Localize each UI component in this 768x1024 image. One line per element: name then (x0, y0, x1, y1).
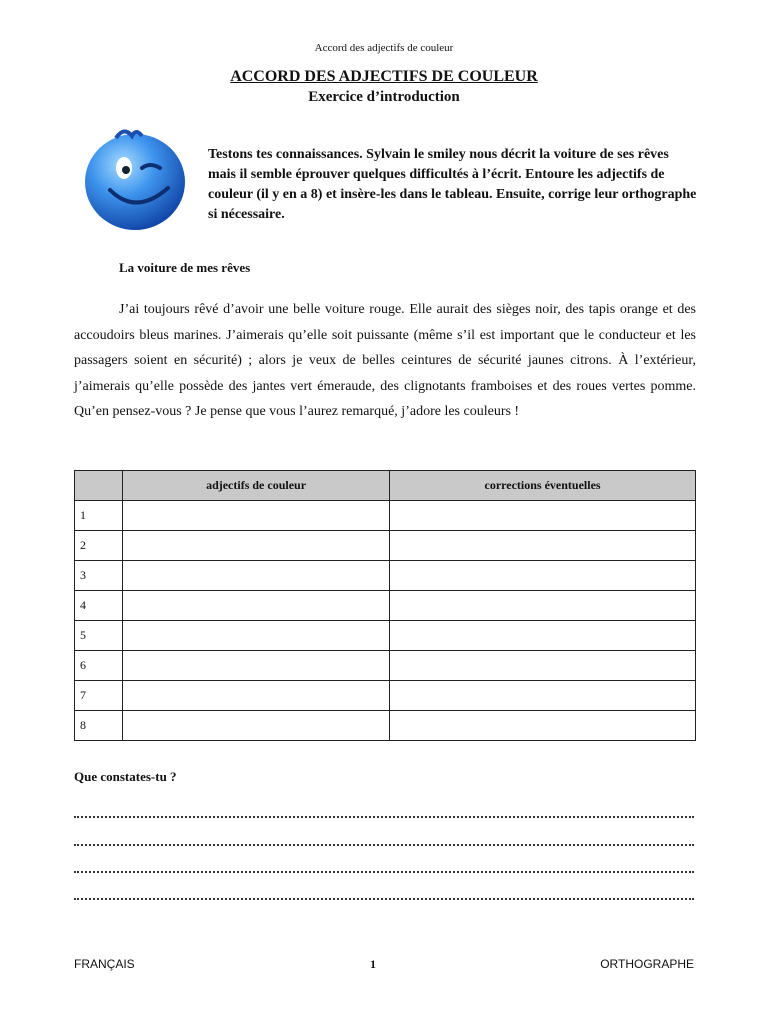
question-heading: Que constates-tu ? (74, 769, 177, 784)
running-head: Accord des adjectifs de couleur (314, 42, 454, 54)
correction-cell[interactable] (390, 531, 696, 561)
correction-cell[interactable] (390, 561, 696, 591)
table-row (75, 561, 696, 591)
table-header-adjectives: adjectifs de couleur (123, 471, 390, 501)
table-row (75, 591, 696, 621)
table-row (75, 711, 696, 741)
row-number: 1 (75, 501, 123, 531)
adjective-cell[interactable] (123, 501, 390, 531)
adjective-cell[interactable] (123, 711, 390, 741)
adjective-cell[interactable] (123, 621, 390, 651)
table-row (75, 621, 696, 651)
page-subtitle: Exercice d’introduction (308, 89, 460, 105)
table-header-corrections: corrections éventuelles (390, 471, 696, 501)
table-row (75, 651, 696, 681)
row-number: 6 (75, 651, 123, 681)
adjective-cell[interactable] (123, 591, 390, 621)
footer-page-number: 1 (370, 957, 376, 971)
story-text: J’ai toujours rêvé d’avoir une belle voiture rouge. Elle aurait des sièges noir, des tapis orange et des accoudoirs bleus marines. J’aimerais qu’elle soit puissante (même s’il est important que le conducteur et les passagers soient en sécurité) ; alors je veux de belles ceintures de sécurité jaunes citrons. À l’extérieur, j’aimerais qu’elle possède des jantes vert émeraude, des clignotants framboises et des roues vertes pomme. Qu’en pensez-vous ? Je pense que vous l’aurez remarqué, j’adore les couleurs ! (74, 302, 696, 419)
row-number: 8 (75, 711, 123, 741)
adjective-cell[interactable] (123, 681, 390, 711)
footer-subject: FRANÇAIS (74, 957, 135, 971)
row-number: 7 (75, 681, 123, 711)
footer-topic: ORTHOGRAPHE (600, 957, 694, 971)
story-title: La voiture de mes rêves (119, 260, 251, 275)
table-row (75, 531, 696, 561)
row-number: 5 (75, 621, 123, 651)
table-header-row (75, 471, 696, 501)
answer-line[interactable] (74, 898, 694, 900)
correction-cell[interactable] (390, 681, 696, 711)
answer-line[interactable] (74, 844, 694, 846)
page-title: ACCORD DES ADJECTIFS DE COULEUR (230, 68, 538, 85)
answer-line[interactable] (74, 816, 694, 818)
row-number: 4 (75, 591, 123, 621)
correction-cell[interactable] (390, 621, 696, 651)
row-number: 3 (75, 561, 123, 591)
intro-instructions: Testons tes connaissances. Sylvain le smiley nous décrit la voiture de ses rêves mais il semble éprouver quelques difficultés à l’écrit. Entoure les adjectifs de couleur (il y en a 8) et insère-les dans le tableau. Ensuite, corrige leur orthographe si nécessaire. (208, 147, 697, 222)
correction-cell[interactable] (390, 651, 696, 681)
correction-cell[interactable] (390, 591, 696, 621)
correction-cell[interactable] (390, 711, 696, 741)
winking-smiley-icon (80, 124, 190, 234)
table-row (75, 681, 696, 711)
adjective-cell[interactable] (123, 651, 390, 681)
answer-line[interactable] (74, 871, 694, 873)
adjective-cell[interactable] (123, 561, 390, 591)
table-row (75, 501, 696, 531)
answer-table (74, 470, 696, 741)
adjective-cell[interactable] (123, 531, 390, 561)
row-number: 2 (75, 531, 123, 561)
table-header-number (75, 471, 123, 501)
correction-cell[interactable] (390, 501, 696, 531)
